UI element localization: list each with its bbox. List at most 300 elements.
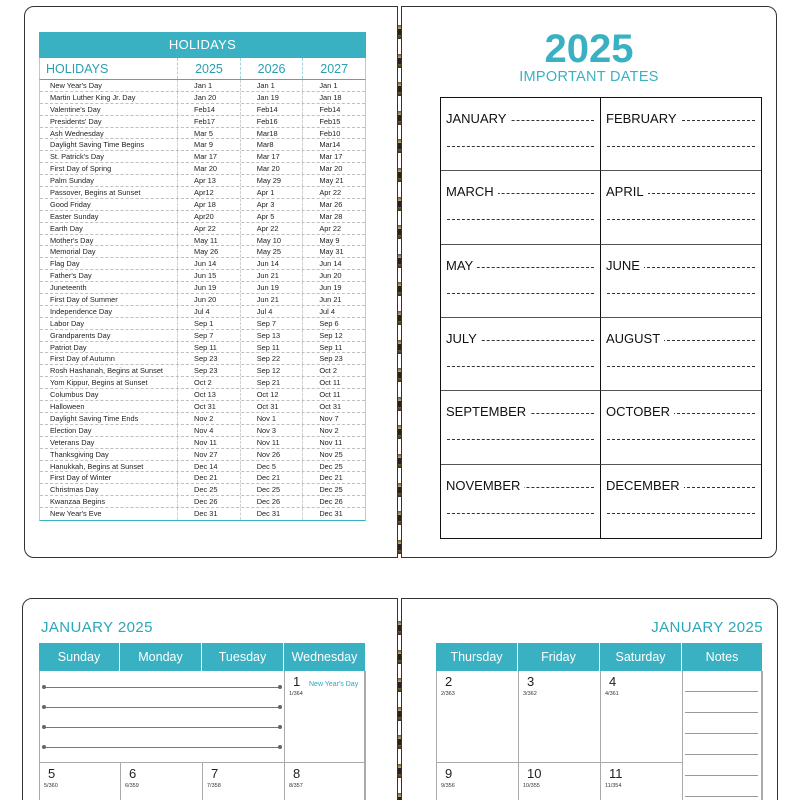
note-line [685,796,758,797]
date-2027: Mar14 [302,139,365,150]
important-date-cell[interactable] [441,318,601,391]
month-title: JANUARY 2025 [651,619,763,636]
date-2026: Nov 3 [240,425,303,436]
column-header-holiday: HOLIDAYS [46,62,109,76]
note-line [44,687,280,688]
day-count: 9/356 [441,783,455,789]
date-2027: Feb10 [302,128,365,139]
bullet-dot [42,705,46,709]
date-2026: Mar18 [240,128,303,139]
day-number: 6 [129,766,137,781]
holiday-name: New Year's Day [50,81,102,90]
weekday-friday: Friday [518,643,600,671]
date-2025: May 11 [177,235,240,246]
date-2026: Dec 31 [240,508,303,520]
holiday-name: Flag Day [50,259,80,269]
date-2025: Dec 25 [177,484,240,495]
note-line [685,754,758,755]
date-2026: Apr 3 [240,199,303,210]
date-2025: Dec 14 [177,461,240,472]
bullet-dot [42,725,46,729]
day-count: 1/364 [289,691,303,697]
day-count: 6/359 [125,783,139,789]
table-row [40,425,365,437]
day-count: 11/354 [605,783,622,789]
write-line [607,439,755,440]
important-date-cell[interactable] [601,318,761,391]
bullet-dot [278,685,282,689]
holiday-name: Easter Sunday [50,211,99,221]
calendar-day-cell[interactable] [121,763,203,800]
date-2026: Jan 19 [240,92,303,103]
date-2025: Apr 18 [177,199,240,210]
holiday-name: Good Friday [50,199,91,209]
table-row [40,128,365,140]
holiday-name: New Year's Eve [50,509,102,519]
table-row [40,211,365,223]
weekday-tuesday: Tuesday [202,643,284,671]
write-line [447,146,594,147]
bullet-dot [42,745,46,749]
holiday-name: Memorial Day [50,247,96,257]
date-2025: Apr 22 [177,223,240,234]
month-label: DECEMBER [606,478,684,493]
week-notes-area[interactable] [40,671,285,763]
holidays-table [39,32,366,521]
holiday-name: Thanksgiving Day [50,449,109,459]
note-line [685,775,758,776]
holiday-name: Presidents' Day [50,116,102,126]
date-2025: Oct 2 [177,377,240,388]
date-2027: Dec 26 [302,496,365,507]
date-2025: Nov 11 [177,437,240,448]
holiday-name: Daylight Saving Time Begins [50,140,145,150]
note-line [685,712,758,713]
day-count: 2/363 [441,691,455,697]
date-2027: Apr 22 [302,187,365,198]
holiday-name: Rosh Hashanah, Begins at Sunset [50,366,163,376]
calendar-day-cell[interactable] [40,763,121,800]
holiday-name: Christmas Day [50,485,99,495]
weekday-sunday: Sunday [39,643,120,671]
table-row [40,92,365,104]
date-2026: Dec 5 [240,461,303,472]
bullet-dot [42,685,46,689]
holiday-name: First Day of Summer [50,295,118,305]
date-2026: Sep 11 [240,342,303,353]
month-label: JUNE [606,258,644,273]
month-title: JANUARY 2025 [41,619,153,636]
date-2025: Apr 13 [177,175,240,186]
date-2027: Mar 20 [302,163,365,174]
month-label: MARCH [446,184,498,199]
table-row [40,187,365,199]
weekday-wednesday: Wednesday [291,650,358,664]
calendar-day-cell[interactable] [203,763,285,800]
date-2025: Sep 23 [177,365,240,376]
date-2025: Dec 31 [177,508,240,520]
table-row [40,116,365,128]
holiday-name: Martin Luther King Jr. Day [50,92,136,102]
important-date-cell[interactable] [601,465,761,538]
calendar-day-cell[interactable] [285,763,366,800]
table-row [40,270,365,282]
date-2025: Mar 5 [177,128,240,139]
table-row [40,449,365,461]
date-2027: Dec 31 [302,508,365,520]
calendar-day-cell[interactable] [519,671,601,763]
date-2025: Nov 4 [177,425,240,436]
table-row [40,401,365,413]
monthly-calendar-left-page [22,598,398,800]
date-2027: May 31 [302,246,365,257]
calendar-day-cell[interactable] [285,671,366,763]
day-number: 8 [293,766,301,781]
table-row [40,461,365,473]
date-2025: Jan 1 [177,80,240,91]
date-2025: Feb17 [177,116,240,127]
date-2025: Apr20 [177,211,240,222]
holidays-banner: HOLIDAYS [39,32,366,58]
calendar-day-cell[interactable] [519,763,601,800]
table-row [40,235,365,247]
date-2026: Mar8 [240,139,303,150]
holidays-rows [39,80,366,521]
date-2027: Mar 26 [302,199,365,210]
holiday-name: Father's Day [50,271,92,281]
date-2027: Jun 19 [302,282,365,293]
date-2025: Jun 14 [177,258,240,269]
date-2025: Jun 20 [177,294,240,305]
important-date-cell[interactable] [441,465,601,538]
date-2026: Sep 21 [240,377,303,388]
day-number: 10 [527,766,542,781]
table-row [40,199,365,211]
holiday-name: St. Patrick's Day [50,152,104,162]
holiday-name: Election Day [50,425,92,435]
date-2026: Dec 21 [240,472,303,483]
date-2026: Dec 25 [240,484,303,495]
notes-column[interactable] [683,671,763,800]
table-row [40,413,365,425]
date-2025: May 26 [177,246,240,257]
holiday-name: Patriot Day [50,342,87,352]
date-2025: Oct 31 [177,401,240,412]
table-row [40,342,365,354]
month-label: APRIL [606,184,648,199]
date-2025: Dec 21 [177,472,240,483]
write-line [447,293,594,294]
day-number: 9 [445,766,453,781]
date-2027: Oct 11 [302,377,365,388]
date-2025: Nov 27 [177,449,240,460]
weekday-thursday: Thursday [436,643,518,671]
date-2027: Jul 4 [302,306,365,317]
holiday-name: Earth Day [50,223,83,233]
day-number: 11 [609,766,623,781]
year-title: 2025 [544,27,634,71]
holiday-name: Yom Kippur, Begins at Sunset [50,378,148,388]
calendar-grid-left [39,671,365,800]
date-2026: Feb14 [240,104,303,115]
holiday-name: Veterans Day [50,437,95,447]
date-2026: Jun 19 [240,282,303,293]
date-2026: Sep 12 [240,365,303,376]
day-number: 7 [211,766,219,781]
table-row [40,377,365,389]
weekday-header [39,643,365,671]
date-2026: May 25 [240,246,303,257]
calendar-day-cell[interactable] [437,763,519,800]
date-2027: Jan 1 [302,80,365,91]
date-2027: Mar 28 [302,211,365,222]
holiday-name: First Day of Spring [50,164,112,174]
write-line [607,366,755,367]
date-2027: Dec 21 [302,472,365,483]
date-2026: Jun 21 [240,294,303,305]
date-2026: Jun 21 [240,270,303,281]
weekday-header [436,643,762,671]
holiday-label: New Year's Day [309,681,359,688]
month-label: SEPTEMBER [446,404,530,419]
table-row [40,151,365,163]
date-2026: May 29 [240,175,303,186]
bullet-dot [278,705,282,709]
holiday-name: Mother's Day [50,235,94,245]
write-line [447,439,594,440]
important-date-cell[interactable] [441,245,601,318]
table-row [40,282,365,294]
date-2026: Sep 13 [240,330,303,341]
month-label: MAY [446,258,477,273]
note-line [44,707,280,708]
date-2027: Nov 2 [302,425,365,436]
holiday-name: Kwanzaa Begins [50,497,106,507]
table-row [40,306,365,318]
date-2026: Feb16 [240,116,303,127]
date-2025: Nov 2 [177,413,240,424]
day-number: 4 [609,674,617,689]
date-2025: Jan 20 [177,92,240,103]
date-2025: Sep 1 [177,318,240,329]
date-2027: Oct 2 [302,365,365,376]
date-2026: Nov 1 [240,413,303,424]
date-2026: Mar 17 [240,151,303,162]
table-row [40,389,365,401]
date-2026: May 10 [240,235,303,246]
date-2027: Feb14 [302,104,365,115]
month-label: JANUARY [446,111,510,126]
day-count: 10/355 [523,783,540,789]
day-count: 4/361 [605,691,619,697]
bullet-dot [278,745,282,749]
holiday-name: Labor Day [50,318,85,328]
table-row [40,258,365,270]
date-2027: Mar 17 [302,151,365,162]
date-2027: May 21 [302,175,365,186]
holiday-name: First Day of Winter [50,473,112,483]
bullet-dot [278,725,282,729]
important-date-cell[interactable] [441,171,601,244]
month-label: AUGUST [606,331,664,346]
date-2025: Jun 15 [177,270,240,281]
date-2026: Jul 4 [240,306,303,317]
table-row [40,294,365,306]
date-2026: Nov 26 [240,449,303,460]
day-number: 3 [527,674,535,689]
holiday-name: First Day of Autumn [50,354,115,364]
date-2025: Oct 13 [177,389,240,400]
calendar-day-cell[interactable] [437,671,519,763]
date-2026: Dec 26 [240,496,303,507]
holiday-name: Columbus Day [50,390,99,400]
date-2026: Nov 11 [240,437,303,448]
monthly-calendar-right-page [401,598,778,800]
date-2026: Mar 20 [240,163,303,174]
date-2027: Nov 11 [302,437,365,448]
date-2026: Apr 5 [240,211,303,222]
date-2026: Oct 31 [240,401,303,412]
holiday-name: Passover, Begins at Sunset [50,188,141,198]
date-2025: Sep 7 [177,330,240,341]
date-2027: Nov 25 [302,449,365,460]
important-date-cell[interactable] [601,98,761,171]
date-2025: Dec 26 [177,496,240,507]
write-line [607,513,755,514]
calendar-day-cell[interactable] [601,763,683,800]
note-line [44,727,280,728]
holiday-name: Independence Day [50,306,113,316]
table-row [40,139,365,151]
table-row [40,223,365,235]
month-label: JULY [446,331,481,346]
date-2027: Jun 20 [302,270,365,281]
table-row [40,246,365,258]
table-row [40,330,365,342]
note-line [685,733,758,734]
day-count: 5/360 [44,783,58,789]
table-row [40,437,365,449]
note-line [44,747,280,748]
month-label: OCTOBER [606,404,674,419]
month-label: FEBRUARY [606,111,681,126]
notes-header: Notes [705,650,739,664]
important-date-cell[interactable] [601,245,761,318]
important-dates-grid [440,97,762,539]
date-2026: Oct 12 [240,389,303,400]
write-line [447,366,594,367]
column-header-2027: 2027 [302,58,365,79]
day-number: 5 [48,766,56,781]
table-row [40,472,365,484]
date-2027: Dec 25 [302,484,365,495]
date-2026: Sep 22 [240,353,303,364]
date-2027: Feb15 [302,116,365,127]
holiday-name: Valentine's Day [50,104,101,114]
date-2027: Jan 18 [302,92,365,103]
write-line [607,219,755,220]
date-2027: Jun 21 [302,294,365,305]
column-header-2026: 2026 [240,58,303,79]
write-line [447,219,594,220]
date-2027: Dec 25 [302,461,365,472]
important-date-cell[interactable] [601,391,761,464]
date-2026: Sep 7 [240,318,303,329]
date-2027: Sep 12 [302,330,365,341]
table-row [40,175,365,187]
date-2027: Jun 14 [302,258,365,269]
month-label: NOVEMBER [446,478,524,493]
table-row [40,318,365,330]
column-header-2025: 2025 [177,58,240,79]
table-row [40,104,365,116]
holiday-name: Palm Sunday [50,176,94,186]
date-2026: Apr 1 [240,187,303,198]
date-2025: Mar 20 [177,163,240,174]
table-row [40,353,365,365]
write-line [607,293,755,294]
important-date-cell[interactable] [601,171,761,244]
date-2027: Sep 11 [302,342,365,353]
table-row [40,365,365,377]
date-2026: Jun 14 [240,258,303,269]
date-2027: Nov 7 [302,413,365,424]
write-line [447,513,594,514]
date-2025: Feb14 [177,104,240,115]
day-count: 8/357 [289,783,303,789]
date-2027: Apr 22 [302,223,365,234]
date-2025: Mar 17 [177,151,240,162]
date-2027: Sep 23 [302,353,365,364]
date-2025: Apr12 [177,187,240,198]
day-count: 7/358 [207,783,221,789]
date-2025: Mar 9 [177,139,240,150]
date-2027: Oct 31 [302,401,365,412]
day-number: 2 [445,674,453,689]
date-2027: Oct 11 [302,389,365,400]
date-2025: Jul 4 [177,306,240,317]
table-row [40,484,365,496]
important-date-cell[interactable] [441,98,601,171]
day-count: 3/362 [523,691,537,697]
date-2025: Sep 11 [177,342,240,353]
table-row [40,80,365,92]
date-2025: Sep 23 [177,353,240,364]
date-2026: Jan 1 [240,80,303,91]
important-date-cell[interactable] [441,391,601,464]
date-2027: May 9 [302,235,365,246]
important-dates-subtitle: IMPORTANT DATES [519,69,659,85]
weekday-monday: Monday [120,643,202,671]
holiday-name: Juneteenth [50,283,87,293]
holidays-page [24,6,398,558]
holiday-name: Ash Wednesday [50,128,104,138]
weekday-saturday: Saturday [600,643,682,671]
write-line [607,146,755,147]
date-2027: Sep 6 [302,318,365,329]
day-number: 1 [293,674,301,689]
date-2026: Apr 22 [240,223,303,234]
holiday-name: Grandparents Day [50,330,111,340]
holidays-column-headers [39,58,366,80]
important-dates-page [401,6,777,558]
holiday-name: Daylight Saving Time Ends [50,413,139,423]
calendar-day-cell[interactable] [601,671,683,763]
date-2025: Jun 19 [177,282,240,293]
note-line [685,691,758,692]
calendar-grid-right [436,671,762,800]
table-row [40,496,365,508]
